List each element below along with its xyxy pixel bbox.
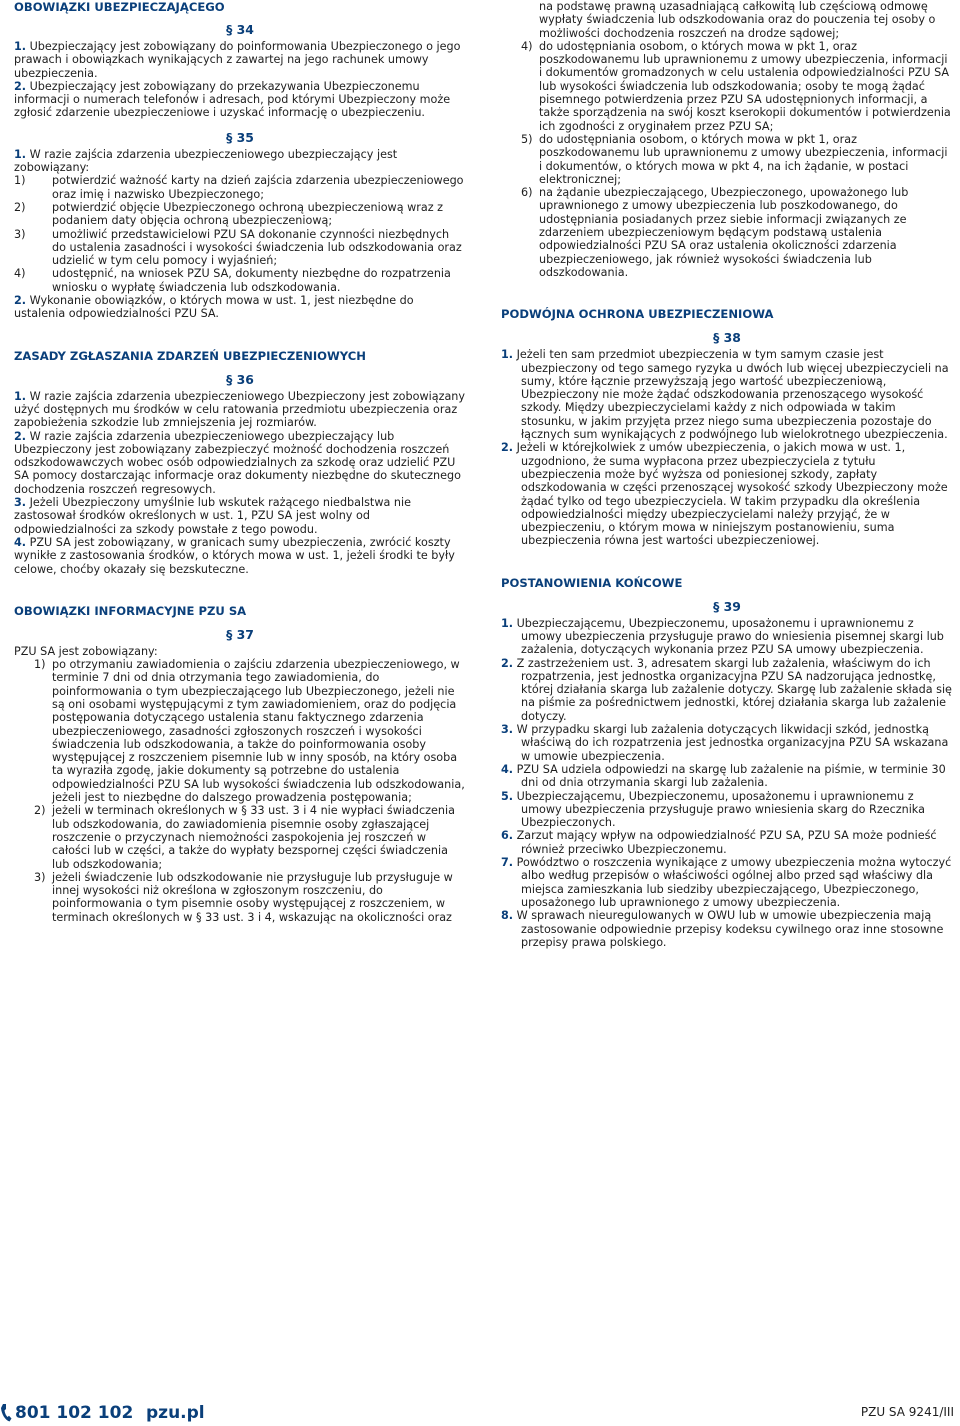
page-footer	[0, 1400, 960, 1426]
item-text: W sprawach nieuregulowanych w OWU lub w umowie ubezpieczenia mają zastosowanie odpowiednie przepisy kodeksu cywilnego oraz inne stosowne przepisy prawa polskiego.	[516, 909, 944, 949]
item-text: Ubezpieczającemu, Ubezpieczonemu, uposażonemu i uprawnionemu z umowy ubezpieczenia przysługuje prawo wniesienia skarg do Rzecznika Ubezpieczonych.	[516, 789, 925, 830]
sub-item	[14, 201, 466, 228]
list-item	[501, 657, 953, 723]
section-title-obowiazki-informacyjne: OBOWIĄZKI INFORMACYJNE PZU SA	[14, 603, 247, 618]
list-item	[14, 294, 466, 321]
sub-item	[14, 228, 466, 268]
list-item	[14, 40, 466, 80]
list-item	[501, 441, 953, 547]
item-text: Z zastrzeżeniem ust. 3, adresatem skargi lub zażalenia, właściwym do ich rozpatrzenia, jest jednostka organizacyjna PZU SA nadzorująca jednostkę, której działania skarga lub zażalenie dotyczy. Skargę lub zażalenie składa się na piśmie za pośrednictwem jednostki, której działania skarga lub zażalenie dotyczy.	[516, 656, 952, 723]
paragraph-number-35: § 35	[226, 129, 254, 145]
item-number: 4.	[14, 535, 27, 549]
sub-item-number: 6)	[521, 186, 533, 200]
sub-item-number: 4)	[14, 267, 26, 281]
item-text: Wykonanie obowiązków, o których mowa w ust. 1, jest niezbędne do ustalenia odpowiedzialności PZU SA.	[14, 294, 414, 321]
left-column	[14, 0, 466, 924]
sub-item-number: 4)	[521, 39, 533, 53]
sub-item-text: umożliwić przedstawicielowi PZU SA dokonanie czynności niezbędnych do ustalenia zasadności i wysokości świadczenia lub odszkodowania oraz udzielić w tym celu pomocy i wyjaśnień;	[52, 227, 462, 268]
item-text: W razie zajścia zdarzenia ubezpieczeniowego Ubezpieczony jest zobowiązany użyć dostępnych mu środków w celu ratowania przedmiotu ubezpieczenia oraz zapobieżenia szkodzie lub zmniejszenia jej rozmiarów.	[14, 389, 466, 430]
item-number: 2.	[14, 294, 27, 308]
section-title-podwojna-ochrona: PODWÓJNA OCHRONA UBEZPIECZENIOWA	[501, 307, 774, 322]
sub-item	[14, 658, 466, 804]
item-number: 2.	[501, 656, 514, 670]
sub-item	[501, 186, 953, 279]
item-number: 1.	[14, 40, 27, 53]
section-title-postanowienia-koncowe: POSTANOWIENIA KOŃCOWE	[501, 575, 683, 590]
sub-item-text: do udostępniania osobom, o których mowa w pkt 1, oraz poszkodowanemu lub uprawnionemu z umowy ubezpieczenia, informacji i dokumentów, o których mowa w pkt 4, na ich żądanie, w postaci elektronicznej;	[539, 132, 948, 186]
sub-item-number: 5)	[521, 132, 533, 146]
continuation-text: na podstawę prawną uzasadniającą całkowitą lub częściową odmowę wypłaty świadczenia lub odszkodowania oraz do pouczenia tej osoby o możliwości dochodzenia roszczeń na drodze sądowej;	[539, 0, 936, 40]
right-column	[501, 0, 953, 949]
item-text: Ubezpieczający jest zobowiązany do poinformowania Ubezpieczonego o jego prawach i obowiązkach wynikających z zawartej na jego rachunek umowy ubezpieczenia.	[14, 40, 461, 80]
list-item	[501, 763, 953, 790]
item-number: 1.	[501, 616, 514, 630]
sub-item-text: potwierdzić objęcie Ubezpieczonego ochroną ubezpieczeniową wraz z podaniem daty objęcia ochroną ubezpieczeniową;	[52, 200, 444, 228]
sub-item-text: na żądanie ubezpieczającego, Ubezpieczonego, upoważonego lub uprawnionego z umowy ubezpieczenia lub poszkodowanego, do udostępniania posiadanych przez siebie informacji związanych ze zdarzeniem ubezpieczeniowym będącym podstawą ustalenia odpowiedzialności PZU SA oraz ustalenia okoliczności zdarzenia ubezpieczeniowego, jak również wysokości świadczenia lub odszkodowania.	[539, 186, 909, 279]
paragraph-number-38: § 38	[713, 330, 741, 346]
item-text: W razie zajścia zdarzenia ubezpieczeniowego ubezpieczający lub Ubezpieczony jest zobowiązany zabezpieczyć możność dochodzenia roszczeń odszkodowawczych wobec osób odpowiedzialnych za szkodę oraz udzielić PZU SA pomocy dostarczając informacje oraz dokumenty niezbędne do skutecznego dochodzenia roszczeń regresowych.	[14, 429, 461, 496]
sub-item-text: udostępnić, na wniosek PZU SA, dokumenty niezbędne do rozpatrzenia wniosku o wypłatę świadczenia lub odszkodowania.	[52, 267, 451, 294]
list-item	[501, 829, 953, 856]
item-text: Jeżeli ten sam przedmiot ubezpieczenia w tym samym czasie jest ubezpieczony od tego samego ryzyka u dwóch lub więcej ubezpieczycieli na sumy, które łącznie przewyższają jego wartość ubezpieczeniową, Ubezpieczony nie może żądać odszkodowania przenoszącego wysokość szkody. Między ubezpieczycielami każdy z nich odpowiada w takim stosunku, w jakim przyjęta przez niego suma ubezpieczenia pozostaje do łącznych sum wynikających z podwójnego lub wielokrotnego ubezpieczenia.	[516, 348, 949, 442]
item-number: 8.	[501, 909, 514, 923]
item-number: 7.	[501, 856, 514, 870]
item-text: PZU SA udziela odpowiedzi na skargę lub zażalenie na piśmie, w terminie 30 dni od dnia otrzymania skargi lub zażalenia.	[516, 762, 946, 790]
list-item	[14, 390, 466, 430]
item-number: 2.	[14, 79, 27, 93]
paragraph-number-37: § 37	[226, 626, 254, 642]
item-number: 6.	[501, 829, 514, 843]
sub-item	[14, 267, 466, 294]
list-item	[14, 536, 466, 576]
item-text: PZU SA jest zobowiązany, w granicach sumy ubezpieczenia, zwrócić koszty wynikłe z zastosowania środków, o których mowa w ust. 1, jeżeli środki te były celowe, choćby okazały się bezskuteczne.	[14, 535, 455, 576]
list-item	[14, 496, 466, 536]
item-number: 2.	[501, 441, 514, 455]
section-title-obowiazki-ubezpieczajacego: OBOWIĄZKI UBEZPIECZAJĄCEGO	[14, 0, 225, 14]
item-number: 1.	[14, 389, 27, 403]
item-text: W razie zajścia zdarzenia ubezpieczeniowego ubezpieczający jest zobowiązany:	[14, 147, 398, 175]
item-text: Zarzut mający wpływ na odpowiedzialność PZU SA, PZU SA może podnieść również przeciwko Ubezpieczonemu.	[516, 829, 937, 856]
sub-item-text: po otrzymaniu zawiadomienia o zajściu zdarzenia ubezpieczeniowego, w terminie 7 dni od dnia otrzymania tego zawiadomienia, do poinformowania o tym ubezpieczającego lub Ubezpieczonego, jeżeli nie są oni osobami występującymi z tym zawiadomieniem, oraz do podjęcia postępowania dotyczącego ustalenia stanu faktycznego zdarzenia ubezpieczeniowego, zasadności zgłoszonych roszczeń i wysokości świadczenia lub odszkodowania, a także do poinformowania osoby występującej z roszczeniem pisemnie lub w inny sposób, na który osoba ta wyraziła zgodę, jakie dokumenty są potrzebne do ustalenia odpowiedzialności PZU SA lub wysokości świadczenia lub odszkodowania, jeżeli jest to niezbędne do dalszego prowadzenia postępowania;	[52, 658, 465, 805]
item-number: 2.	[14, 429, 27, 443]
sub-item	[14, 871, 466, 924]
sub-item	[501, 133, 953, 186]
sub-item-text: do udostępniania osobom, o których mowa w pkt 1, oraz poszkodowanemu lub uprawnionemu z umowy ubezpieczenia, informacji i dokumentów gromadzonych w celu ustalenia odpowiedzialności PZU SA lub wysokości świadczenia lub odszkodowania; osoby te mogą żądać pisemnego potwierdzenia przez PZU SA udostępnionych informacji, a także sporządzenia na swój koszt kserokopii dokumentów i potwierdzenia ich zgodności z oryginałem przez PZU SA;	[539, 39, 951, 133]
item-text: Jeżeli Ubezpieczony umyślnie lub wskutek rażącego niedbalstwa nie zastosował środków określonych w ust. 1, PZU SA jest wolny od odpowiedzialności za szkody powstałe z tego powodu.	[14, 496, 411, 536]
item-text: W przypadku skargi lub zażalenia dotyczących likwidacji szkód, jednostką właściwą do ich rozpatrzenia jest jednostka organizacyjna PZU SA wskazana w umowie ubezpieczenia.	[516, 723, 949, 763]
sub-item-number: 1)	[34, 658, 46, 672]
phone-icon	[0, 1403, 12, 1423]
paragraph-number-39: § 39	[713, 598, 741, 614]
website-link[interactable]: pzu.pl	[146, 1403, 205, 1423]
sub-item-number: 1)	[14, 174, 26, 188]
item-number: 4.	[501, 762, 514, 776]
list-item	[501, 617, 953, 657]
sub-item-number: 3)	[14, 227, 26, 241]
list-item	[14, 80, 466, 120]
item-number: 3.	[14, 496, 27, 510]
sub-item	[14, 174, 466, 201]
sub-item-number: 3)	[34, 870, 46, 884]
intro-text: PZU SA jest zobowiązany:	[14, 644, 158, 658]
list-item	[501, 909, 953, 949]
sub-item	[501, 40, 953, 133]
list-item	[501, 723, 953, 763]
paragraph-number-36: § 36	[226, 371, 254, 387]
list-item	[14, 430, 466, 496]
list-item	[14, 148, 466, 175]
paragraph-number-34: § 34	[226, 22, 254, 37]
list-item	[501, 856, 953, 909]
sub-item-text: jeżeli świadczenie lub odszkodowanie nie przysługuje lub przysługuje w innej wysokości niż określona w zgłoszonym roszczeniu, do poinformowania o tym pisemnie osoby występującej z roszczeniem, w terminach określonych w § 33 ust. 3 i 4, wskazując na okoliczności oraz	[52, 870, 453, 924]
list-item	[501, 348, 953, 441]
document-code: PZU SA 9241/III	[860, 1405, 954, 1419]
sub-item	[14, 804, 466, 870]
item-number: 1.	[14, 147, 27, 161]
phone-number[interactable]: 801 102 102	[15, 1403, 134, 1423]
item-number: 5.	[501, 789, 514, 803]
sub-item-number: 2)	[34, 804, 46, 818]
section-title-zasady-zglaszania: ZASADY ZGŁASZANIA ZDARZEŃ UBEZPIECZENIOWYCH	[14, 348, 367, 363]
sub-item-number: 2)	[14, 200, 26, 214]
item-number: 1.	[501, 348, 514, 362]
item-number: 3.	[501, 723, 514, 737]
item-text: Powództwo o roszczenia wynikające z umowy ubezpieczenia można wytoczyć albo według przepisów o właściwości ogólnej albo przed sąd właściwy dla miejsca zamieszkania lub siedziby ubezpieczającego, Ubezpieczonego, uposażonego lub uprawnionego z umowy ubezpieczenia.	[516, 856, 952, 909]
sub-item-text: jeżeli w terminach określonych w § 33 ust. 3 i 4 nie wypłaci świadczenia lub odszkodowania, do zawiadomienia pisemnie osoby zgłaszającej roszczenie o przyczynach niemożności zaspokojenia jej roszczeń w całości lub w części, a także do wypłaty bezspornej części świadczenia lub odszkodowania;	[52, 804, 455, 871]
item-text: Jeżeli w którejkolwiek z umów ubezpieczenia, o jakich mowa w ust. 1, uzgodniono, że suma wypłacona przez ubezpieczyciela z tytułu ubezpieczenia może być wyższa od poniesionej szkody, zapłaty odszkodowania w części przenoszącej wysokość szkody Ubezpieczony może żądać tylko od tego ubezpieczyciela. W takim przypadku dla określenia odpowiedzialności między ubezpieczycielami należy przyjąć, że w ubezpieczeniu, o którym mowa w niniejszym postanowieniu, suma ubezpieczenia równa jest wartości ubezpieczeniowej.	[516, 441, 948, 548]
sub-item-text: potwierdzić ważność karty na dzień zajścia zdarzenia ubezpieczeniowego oraz imię i nazwisko Ubezpieczonego;	[52, 174, 464, 201]
item-text: Ubezpieczający jest zobowiązany do przekazywania Ubezpieczonemu informacji o numerach telefonów i adresach, pod którymi Ubezpieczony może zgłosić zdarzenie ubezpieczeniowe i uzyskać informację o ubezpieczeniu.	[14, 79, 451, 120]
list-item	[501, 790, 953, 830]
item-text: Ubezpieczającemu, Ubezpieczonemu, uposażonemu i uprawnionemu z umowy ubezpieczenia przysługuje prawo do wniesienia pisemnej skargi lub zażalenia, dotyczących wykonania przez PZU SA umowy ubezpieczenia.	[516, 616, 944, 657]
